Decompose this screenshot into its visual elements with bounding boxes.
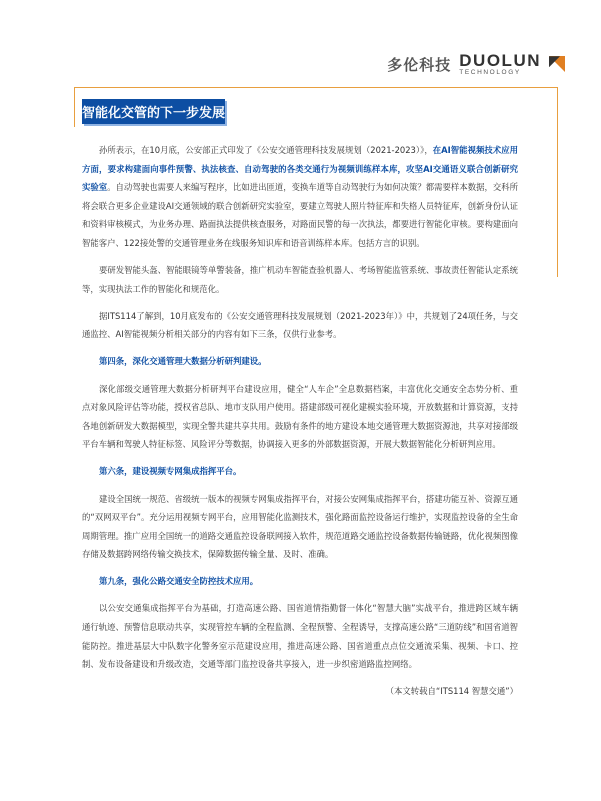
section-6-heading: 第六条，建设视频专网集成指挥平台。: [99, 466, 242, 477]
paragraph-2: 要研发智能头盔、智能眼镜等单警装备，推广机动车智能查验机器人、考场智能监管系统、事故责任智能认定系统等，实现执法工作的智能化和规范化。: [82, 265, 518, 294]
paragraph-1: [82, 141, 518, 253]
logo-english-name: DUOLUN: [459, 51, 541, 70]
frame-top-border: [74, 87, 558, 88]
logo-english-text: [459, 52, 541, 77]
company-logo: [387, 52, 565, 77]
article-body: [82, 141, 518, 709]
paragraph-3: 据ITS114了解到，10月底发布的《公安交通管理科技发展规划（2021-2023年）》中，共规划了24项任务，与交通监控、AI智能视频分析相关部分的内容有如下三条，仅供行业参考。: [82, 310, 518, 340]
paragraph-1-highlight-end: 实验室: [82, 182, 108, 193]
logo-mark-icon: [549, 56, 565, 72]
paragraph-1-highlight: 在AI智能视频技术应用方面，要求构建面向事件预警、执法核查、自动驾驶的各类交通行为视频训练样本库，攻坚AI交通语义联合创新研究: [82, 145, 518, 174]
logo-english-subtitle: TECHNOLOGY: [459, 69, 521, 76]
section-6-body: 建设全国统一规范、省级统一版本的视频专网集成指挥平台，对接公安网集成指挥平台，搭建功能互补、资源互通的“双网双平台”。充分运用视频专网平台，应用智能化监测技术，强化路面监控设备运行维护，实现监控设备的全生命周期管理。推广应用全国统一的道路交通监控设备联网接入软件，规范道路交通监控设备数据传输链路，优化视频图像存储及数据跨网络传输交换技术，保障数据传输全量、及时、准确。: [82, 493, 518, 560]
frame-right-border: [557, 87, 558, 277]
section-9-heading: 第九条，强化公路交通安全防控技术应用。: [99, 576, 259, 587]
section-4-heading: 第四条，深化交通管理大数据分析研判建设。: [99, 356, 267, 367]
paragraph-1-intro: 孙所表示，在10月底，公安部正式印发了《公安交通管理科技发展规划（2021-2023）》，: [99, 145, 433, 155]
section-title: 智能化交管的下一步发展: [82, 99, 225, 124]
logo-chinese-text: 多伦科技: [387, 55, 452, 74]
paragraph-1-body: 。自动驾驶也需要人来编写程序，比如进出匝道，变换车道等自动驾驶行为如何决策？都需要样本数据，交科所将会联合更多企业建设AI交通领域的联合创新研究实验室，要建立驾驶人照片特征库和失格人员特征库，创新身份认证和资料审核模式，为业务办理、路面执法提供核查服务，对路面民警的每一次执法，都要进行智能化审核。要构建面向智能客户、122接处警的交通管理业务在线服务知识库和语音训练样本库。包括方言的识别。: [82, 182, 518, 248]
source-note: （本文转载自“ITS114 智慧交通”）: [385, 686, 518, 697]
frame-left-border: [74, 87, 75, 127]
section-4-body: 深化部级交通管理大数据分析研判平台建设应用，健全“人车企”全息数据档案，丰富优化交通安全态势分析、重点对象风险评估等功能，授权省总队、地市支队用户使用。搭建部级可视化建模实验环境，开放数据和计算资源，支持各地创新研发大数据模型，实现全警共建共享共用。鼓励有条件的地方建设本地交通管理大数据资源池，共享对接部级平台车辆和驾驶人特征标签、风险评分等数据，协调接入更多的外部数据资源，开展大数据智能化分析研判应用。: [82, 383, 518, 450]
section-9-body: 以公安交通集成指挥平台为基础，打造高速公路、国省道情指勤督一体化“智慧大脑”实战平台，推进跨区域车辆通行轨迹、预警信息联动共享，实现管控车辆的全程监测、全程预警、全程诱导，支撑高速公路“三道防线”和国省道智能防控。推进基层大中队数字化警务室示范建设应用，推进高速公路、国省道重点点位交通流采集、视频、卡口、控制、发布设备建设和升级改造，交通等部门监控设备共享接入，进一步织密道路监控网络。: [82, 603, 518, 670]
